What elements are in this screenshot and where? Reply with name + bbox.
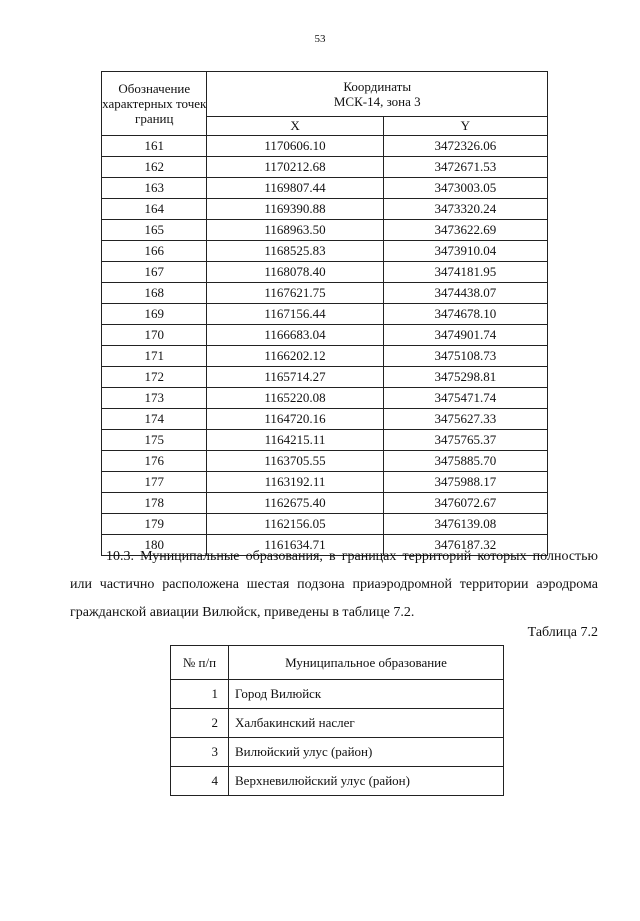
num-cell: 1: [171, 680, 229, 709]
x-cell: 1168078.40: [207, 262, 383, 283]
x-cell: 1170212.68: [207, 157, 383, 178]
y-cell: 3472326.06: [383, 136, 547, 157]
point-cell: 167: [102, 262, 207, 283]
x-cell: 1166202.12: [207, 346, 383, 367]
table-row: [171, 709, 504, 738]
table-row: [102, 514, 548, 535]
y-cell: 3473003.05: [383, 178, 547, 199]
num-column-header: № п/п: [171, 646, 229, 680]
x-cell: 1169390.88: [207, 199, 383, 220]
point-cell: 170: [102, 325, 207, 346]
table-row: [171, 767, 504, 796]
table-row: [102, 262, 548, 283]
y-cell: 3474438.07: [383, 283, 547, 304]
coordinates-header: [207, 72, 548, 117]
table-row: [171, 680, 504, 709]
municipal-table-body: [171, 680, 504, 796]
y-cell: 3475765.37: [383, 430, 547, 451]
table-row: [102, 136, 548, 157]
y-cell: 3472671.53: [383, 157, 547, 178]
point-cell: 173: [102, 388, 207, 409]
table-row: [102, 283, 548, 304]
table-caption: Таблица 7.2: [527, 625, 598, 640]
point-cell: 161: [102, 136, 207, 157]
y-cell: 3474901.74: [383, 325, 547, 346]
coordinates-table: [101, 71, 548, 556]
table-row: [102, 325, 548, 346]
y-cell: 3475627.33: [383, 409, 547, 430]
name-cell: Город Вилюйск: [229, 680, 504, 709]
x-cell: 1166683.04: [207, 325, 383, 346]
y-cell: 3475471.74: [383, 388, 547, 409]
table-row: [102, 388, 548, 409]
table-row: [102, 241, 548, 262]
coordinate-system: МСК-14, зона 3: [333, 94, 421, 109]
point-cell: 175: [102, 430, 207, 451]
x-cell: 1165220.08: [207, 388, 383, 409]
point-cell: 169: [102, 304, 207, 325]
point-cell: 168: [102, 283, 207, 304]
page-number: 53: [314, 33, 326, 45]
name-cell: Халбакинский наслег: [229, 709, 504, 738]
point-cell: 166: [102, 241, 207, 262]
point-cell: 162: [102, 157, 207, 178]
coordinates-table-body: [102, 136, 548, 556]
table-row: [102, 430, 548, 451]
y-cell: 3476187.32: [383, 535, 547, 556]
y-cell: 3473622.69: [383, 220, 547, 241]
num-cell: 2: [171, 709, 229, 738]
table-row: [102, 472, 548, 493]
name-cell: Вилюйский улус (район): [229, 738, 504, 767]
point-cell: 179: [102, 514, 207, 535]
section-paragraph: 10.3. Муниципальные образования, в границах территорий которых полностью или частично расположена шестая подзона приаэродромной территории аэродрома гражданской авиации Вилюйск, приведены в таблице 7.2.: [70, 549, 598, 620]
coordinates-title: Координаты: [343, 79, 412, 94]
y-cell: 3473320.24: [383, 199, 547, 220]
point-cell: 177: [102, 472, 207, 493]
x-column-header: X: [207, 117, 383, 136]
table-row: [102, 157, 548, 178]
x-cell: 1163192.11: [207, 472, 383, 493]
name-column-header: Муниципальное образование: [229, 646, 504, 680]
point-cell: 174: [102, 409, 207, 430]
y-cell: 3476139.08: [383, 514, 547, 535]
y-cell: 3473910.04: [383, 241, 547, 262]
table-row: [102, 451, 548, 472]
x-cell: 1162156.05: [207, 514, 383, 535]
name-cell: Верхневилюйский улус (район): [229, 767, 504, 796]
point-column-header: Обозначение характерных точек границ: [102, 72, 207, 136]
table-row: [102, 346, 548, 367]
y-cell: 3476072.67: [383, 493, 547, 514]
x-cell: 1162675.40: [207, 493, 383, 514]
x-cell: 1167156.44: [207, 304, 383, 325]
y-cell: 3475298.81: [383, 367, 547, 388]
table-row: [171, 738, 504, 767]
x-cell: 1164720.16: [207, 409, 383, 430]
x-cell: 1167621.75: [207, 283, 383, 304]
y-cell: 3475108.73: [383, 346, 547, 367]
x-cell: 1168525.83: [207, 241, 383, 262]
table-row: [102, 409, 548, 430]
x-cell: 1168963.50: [207, 220, 383, 241]
x-cell: 1161634.71: [207, 535, 383, 556]
y-cell: 3474181.95: [383, 262, 547, 283]
table-row: [102, 493, 548, 514]
x-cell: 1164215.11: [207, 430, 383, 451]
table-row: [102, 199, 548, 220]
point-cell: 171: [102, 346, 207, 367]
point-cell: 176: [102, 451, 207, 472]
num-cell: 3: [171, 738, 229, 767]
y-column-header: Y: [383, 117, 547, 136]
x-cell: 1170606.10: [207, 136, 383, 157]
municipal-table: [170, 645, 504, 796]
table-row: [102, 304, 548, 325]
table-row: [102, 178, 548, 199]
y-cell: 3475885.70: [383, 451, 547, 472]
y-cell: 3474678.10: [383, 304, 547, 325]
point-cell: 163: [102, 178, 207, 199]
point-cell: 178: [102, 493, 207, 514]
num-cell: 4: [171, 767, 229, 796]
table-row: [102, 367, 548, 388]
point-cell: 165: [102, 220, 207, 241]
point-cell: 172: [102, 367, 207, 388]
y-cell: 3475988.17: [383, 472, 547, 493]
table-row: [102, 220, 548, 241]
x-cell: 1165714.27: [207, 367, 383, 388]
x-cell: 1169807.44: [207, 178, 383, 199]
point-cell: 164: [102, 199, 207, 220]
point-cell: 180: [102, 535, 207, 556]
x-cell: 1163705.55: [207, 451, 383, 472]
